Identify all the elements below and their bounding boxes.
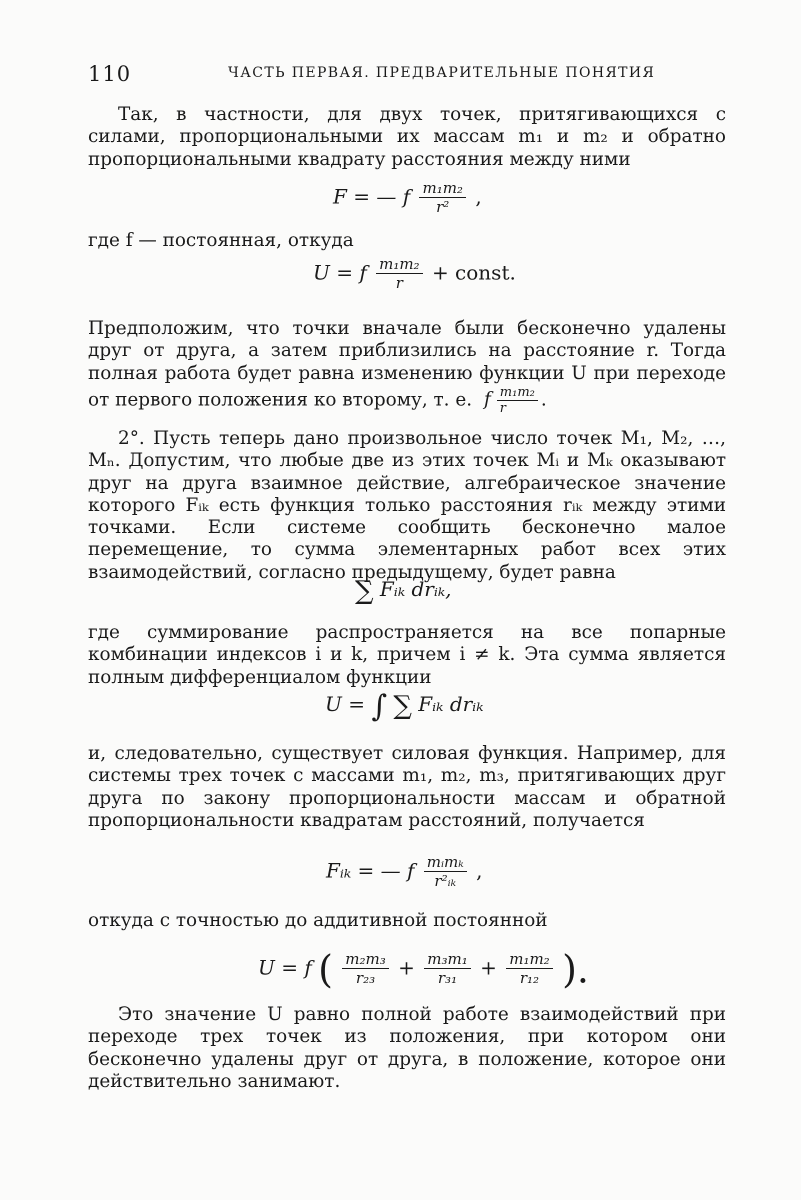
formula-force-fraction [419, 180, 465, 216]
formula-total [258, 947, 589, 992]
formula-force [333, 180, 482, 216]
term-3-denominator: r₁₂ [519, 969, 540, 987]
page-number: 110 [88, 62, 132, 86]
inline-formula-fraction [497, 385, 538, 416]
plus-sign-2: + [480, 955, 497, 980]
formula-sum [355, 576, 452, 606]
term-3-numerator: m₁m₂ [506, 951, 552, 969]
close-paren: ). [562, 947, 589, 992]
formula-potential-numerator: m₁m₂ [376, 256, 422, 274]
paragraph-5: где суммирование распространяется на все попарные комбинации индексов i и k, причем i ≠ k. Эта сумма является полным дифференциалом функции [88, 622, 726, 688]
running-head: ЧАСТЬ ПЕРВАЯ. ПРЕДВАРИТЕЛЬНЫЕ ПОНЯТИЯ [228, 65, 656, 81]
formula-potential-fraction [376, 256, 422, 292]
paragraph-7: откуда с точностью до аддитивной постоянной [88, 910, 548, 931]
paragraph-8: Это значение U равно полной работе взаимодействий при переходе трех точек из положения, при котором они бесконечно удалены друг от друга, в положение, которое они действительно занимают. [88, 1004, 726, 1092]
term-1-fraction [342, 951, 388, 987]
formula-pair-force-fraction [424, 854, 467, 890]
formula-potential-lhs: U = f [313, 260, 367, 285]
term-2-fraction [424, 951, 470, 987]
formula-integral [325, 689, 484, 724]
plus-sign-1: + [398, 955, 415, 980]
formula-force-lhs: F = — f [333, 184, 411, 209]
paragraph-6: и, следовательно, существует силовая функция. Например, для системы трех точек с массами m₁, m₂, m₃, притягивающих друг друга по закону пропорциональности массам и обратной пропорциональности квадратам расстояний, получается [88, 743, 726, 831]
open-paren: ( [318, 947, 333, 992]
sigma-symbol: ∑ [355, 576, 374, 606]
formula-pair-force-numerator: mᵢmₖ [424, 854, 467, 872]
term-1-denominator: r₂₃ [355, 969, 376, 987]
formula-force-numerator: m₁m₂ [419, 180, 465, 198]
formula-potential [313, 256, 516, 292]
term-1-numerator: m₂m₃ [342, 951, 388, 969]
formula-force-denominator: r² [436, 198, 450, 216]
inline-formula-numerator: m₁m₂ [497, 385, 538, 401]
formula-integral-lhs: U = [325, 692, 365, 716]
formula-potential-tail: + const. [431, 260, 516, 285]
term-2-denominator: r₃₁ [437, 969, 458, 987]
formula-pair-force-denominator: r²ᵢₖ [434, 872, 457, 890]
paragraph-3-text: Предположим, что точки вначале были бесконечно удалены друг от друга, а затем приблизились на расстояние r. Тогда полная работа будет равна изменению функции U при переходе от первого положения ко второму, т. е. [88, 318, 726, 411]
paragraph-2: где f — постоянная, откуда [88, 230, 354, 251]
formula-pair-force [326, 854, 482, 890]
paragraph-1: Так, в частности, для двух точек, притягивающихся с силами, пропорциональными их массам m₁ и m₂ и обратно пропорциональными квадрату расстояния между ними [88, 104, 726, 170]
inline-formula-tail: . [540, 389, 547, 411]
page-header [88, 60, 728, 88]
paragraph-3 [88, 318, 726, 416]
formula-sum-body: Fᵢₖ drᵢₖ, [379, 577, 452, 601]
paragraph-4: 2°. Пусть теперь дано произвольное число точек M₁, M₂, …, Mₙ. Допустим, что любые две из этих точек Mᵢ и Mₖ оказывают друг на друга взаимное действие, алгебраическое значение которого Fᵢₖ есть функция только расстояния rᵢₖ между этими точками. Если системе сообщить бесконечно малое перемещение, то сумма элементарных работ всех этих взаимодействий, согласно предыдущему, будет равна [88, 428, 726, 583]
sigma-symbol-2: ∑ [393, 691, 412, 721]
inline-formula-lhs: f [483, 389, 491, 411]
formula-integral-body: Fᵢₖ drᵢₖ [418, 692, 484, 716]
term-2-numerator: m₃m₁ [424, 951, 470, 969]
inline-formula-denominator: r [499, 400, 506, 416]
formula-pair-force-lhs: Fᵢₖ = — f [326, 858, 415, 883]
term-3-fraction [506, 951, 552, 987]
integral-symbol: ∫ [371, 689, 387, 724]
formula-pair-force-tail: , [476, 858, 483, 883]
inline-formula [484, 389, 491, 411]
formula-force-tail: , [475, 184, 482, 209]
formula-total-lhs: U = f [258, 955, 312, 980]
formula-potential-denominator: r [395, 274, 403, 292]
